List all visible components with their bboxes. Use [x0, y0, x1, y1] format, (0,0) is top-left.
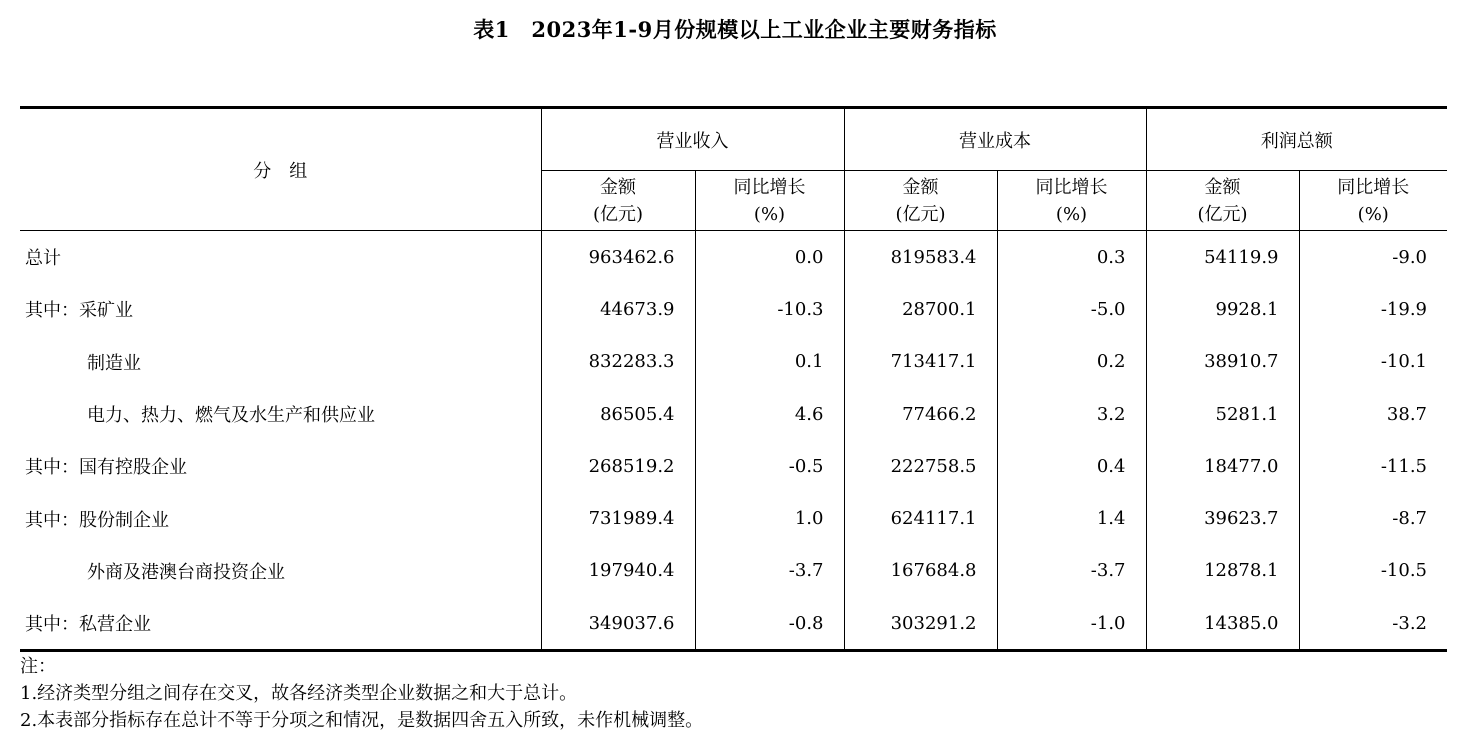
table-cell: 18477.0 [1146, 440, 1299, 492]
table-row [20, 492, 1447, 544]
group-column-header [20, 108, 541, 231]
table-cell: 0.2 [997, 336, 1146, 388]
subheader-growth-unit: (%) [753, 203, 786, 225]
table-cell: -10.3 [695, 283, 844, 335]
subheader-amount-label: 金额 [1204, 176, 1241, 198]
subheader-growth [695, 171, 844, 231]
table-cell: 303291.2 [844, 597, 997, 651]
table-cell: -0.5 [695, 440, 844, 492]
table-row [20, 231, 1447, 284]
table-row [20, 597, 1447, 651]
note-item: 2.本表部分指标存在总计不等于分项之和情况，是数据四舍五入所致，未作机械调整。 [20, 710, 704, 731]
table-cell: -3.7 [997, 545, 1146, 597]
subheader-amount [844, 171, 997, 231]
table-cell: -11.5 [1299, 440, 1447, 492]
table-cell: 39623.7 [1146, 492, 1299, 544]
table-cell: -1.0 [997, 597, 1146, 651]
subheader-growth-label: 同比增长 [1337, 176, 1410, 198]
row-label: 外商及港澳台商投资企业 [87, 561, 285, 583]
footnotes [20, 653, 703, 734]
table-cell: 54119.9 [1146, 231, 1299, 284]
subheader-amount-unit: (亿元) [895, 203, 946, 225]
table-cell: -3.2 [1299, 597, 1447, 651]
table-cell: 0.0 [695, 231, 844, 284]
table-cell: 77466.2 [844, 388, 997, 440]
table-cell: 0.1 [695, 336, 844, 388]
table-row [20, 440, 1447, 492]
table-body [20, 231, 1447, 651]
row-label: 其中：采矿业 [25, 300, 133, 322]
subheader-amount [541, 171, 695, 231]
subheader-growth-label: 同比增长 [733, 176, 806, 198]
row-label: 其中：私营企业 [20, 597, 541, 651]
table-cell: -19.9 [1299, 283, 1447, 335]
row-label: 总计 [25, 248, 61, 270]
table-row [20, 388, 1447, 440]
subheader-growth [997, 171, 1146, 231]
note-item: 1.经济类型分组之间存在交叉，故各经济类型企业数据之和大于总计。 [20, 683, 578, 704]
table-cell: -10.5 [1299, 545, 1447, 597]
table-cell: 14385.0 [1146, 597, 1299, 651]
table-cell: 86505.4 [541, 388, 695, 440]
subheader-amount [1146, 171, 1299, 231]
table-cell: -10.1 [1299, 336, 1447, 388]
financial-indicators-table [20, 106, 1447, 652]
subheader-amount-label: 金额 [600, 176, 636, 198]
table-cell: 222758.5 [844, 440, 997, 492]
row-label: 电力、热力、燃气及水生产和供应业 [87, 405, 375, 427]
table-cell: 167684.8 [844, 545, 997, 597]
header-revenue [541, 108, 844, 171]
table-cell: 349037.6 [541, 597, 695, 651]
subheader-growth-unit: (%) [1357, 203, 1389, 225]
header-revenue-label: 营业收入 [656, 130, 729, 152]
table-cell: -0.8 [695, 597, 844, 651]
row-label: 其中：国有控股企业 [25, 457, 187, 479]
table-cell: -9.0 [1299, 231, 1447, 284]
table-cell: -8.7 [1299, 492, 1447, 544]
table-cell: 5281.1 [1146, 388, 1299, 440]
table-cell: 4.6 [695, 388, 844, 440]
subheader-growth-unit: (%) [1055, 203, 1088, 225]
header-cost-label: 营业成本 [959, 130, 1031, 152]
table-cell: 731989.4 [541, 492, 695, 544]
notes-heading: 注： [20, 656, 56, 677]
header-profit-label: 利润总额 [1260, 130, 1333, 152]
table-row [20, 283, 1447, 335]
table-cell: 624117.1 [844, 492, 997, 544]
table-cell: 9928.1 [1146, 283, 1299, 335]
table-row [20, 545, 1447, 597]
table-cell: 28700.1 [844, 283, 997, 335]
table-cell: 38.7 [1299, 388, 1447, 440]
group-column-label: 分 组 [253, 160, 308, 182]
table-cell: 3.2 [997, 388, 1146, 440]
row-label: 制造业 [87, 352, 141, 374]
table-title: 表1 2023年1-9月份规模以上工业企业主要财务指标 [473, 17, 997, 42]
table-cell: 268519.2 [541, 440, 695, 492]
table-cell: 1.0 [695, 492, 844, 544]
table-cell: 38910.7 [1146, 336, 1299, 388]
row-label: 其中：股份制企业 [25, 509, 169, 531]
table-cell: 44673.9 [541, 283, 695, 335]
table-cell: 832283.3 [541, 336, 695, 388]
table-cell: 819583.4 [844, 231, 997, 284]
header-cost [844, 108, 1146, 171]
table-row [20, 336, 1447, 388]
table-cell: 713417.1 [844, 336, 997, 388]
table-cell: 0.4 [997, 440, 1146, 492]
table-cell: 1.4 [997, 492, 1146, 544]
header-profit [1146, 108, 1447, 171]
subheader-growth [1299, 171, 1447, 231]
subheader-amount-label: 金额 [902, 176, 939, 198]
table-cell: 0.3 [997, 231, 1146, 284]
table-cell: -3.7 [695, 545, 844, 597]
table-cell: -5.0 [997, 283, 1146, 335]
subheader-amount-unit: (亿元) [592, 203, 644, 225]
subheader-growth-label: 同比增长 [1035, 176, 1108, 198]
subheader-amount-unit: (亿元) [1197, 203, 1248, 225]
table-cell: 963462.6 [541, 231, 695, 284]
table-cell: 12878.1 [1146, 545, 1299, 597]
table-cell: 197940.4 [541, 545, 695, 597]
